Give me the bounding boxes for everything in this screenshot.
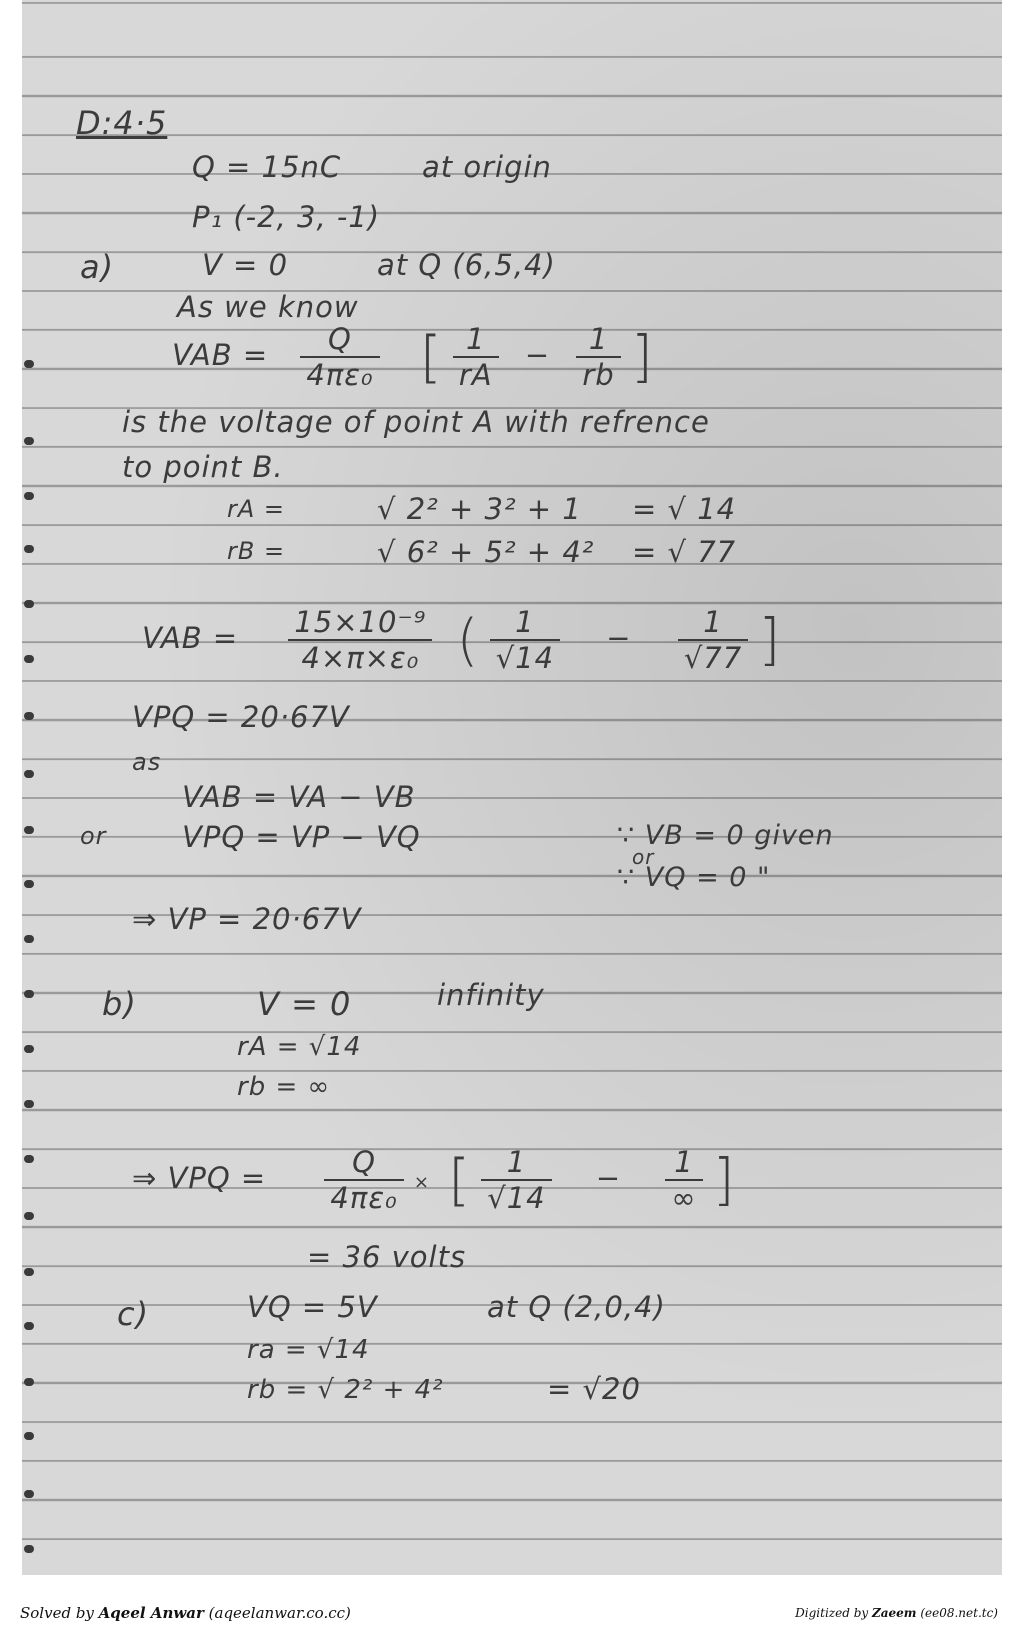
vp-result: ⇒ VP = 20·67V — [132, 902, 362, 936]
vab-lhs: VAB = — [172, 338, 269, 372]
calc-frac-2 — [678, 605, 748, 675]
given-charge-location: at origin — [422, 150, 552, 184]
given-vq-zero: ∵ VQ = 0 " — [617, 862, 771, 893]
calc-frac-2-numerator: 1 — [678, 605, 748, 641]
frac-2-numerator: 1 — [576, 322, 620, 358]
part-b-times: × — [413, 1172, 430, 1193]
part-b-ra: rA = √14 — [237, 1032, 362, 1062]
vab-definition: VAB = VA − VB — [182, 780, 416, 814]
binding-hole — [24, 1545, 34, 1553]
vab-calculation: VAB = $\frac{\text{15×10⁻⁹}}{\text{4×π×ε₀}}$ ( $\frac{1}{√14}$ − $\frac{1}{√77}$ ] — [142, 605, 782, 675]
binding-hole — [24, 1155, 34, 1163]
explanation-line-2: to point B. — [122, 450, 284, 484]
frac-1-over-rb — [576, 322, 620, 392]
binding-hole — [24, 826, 34, 834]
notebook-page — [22, 0, 1002, 1575]
part-b-rb: rb = ∞ — [237, 1072, 331, 1102]
binding-hole — [24, 655, 34, 663]
digitizer-name: Zaeem — [872, 1606, 917, 1620]
vpq-definition: VPQ = VP − VQ — [182, 820, 421, 854]
calc-frac-1 — [490, 605, 560, 675]
as-word: as — [132, 748, 162, 776]
solver-site: (aqeelanwar.co.cc) — [203, 1604, 351, 1622]
given-charge: Q = 15nC — [192, 150, 342, 184]
part-b-numerator: Q — [324, 1145, 403, 1181]
vab-fraction — [300, 322, 379, 392]
rb-label: rB = — [227, 537, 286, 565]
binding-hole — [24, 600, 34, 608]
part-b-condition-location: infinity — [437, 978, 545, 1012]
binding-hole — [24, 1268, 34, 1276]
part-b-condition: V = 0 — [257, 985, 352, 1023]
binding-hole — [24, 1490, 34, 1498]
binding-hole — [24, 990, 34, 998]
given-or: or — [632, 845, 655, 869]
part-b-vpq-formula: ⇒ VPQ = $\frac{Q}{\text{4πε₀}}$ × [ $\frac{1}{√14}$ − $\frac{1}{\infty}$ ] — [132, 1145, 736, 1215]
part-b-denominator: 4πε₀ — [330, 1181, 398, 1215]
binding-hole — [24, 360, 34, 368]
part-b-vpq-lhs: ⇒ VPQ = — [132, 1161, 267, 1195]
binding-hole — [24, 712, 34, 720]
calc-fraction — [288, 605, 432, 675]
part-a-condition-location: at Q (6,5,4) — [377, 248, 556, 282]
rb-expression: √ 6² + 5² + 4² — [377, 535, 595, 569]
binding-hole — [24, 770, 34, 778]
solver-name: Aqeel Anwar — [98, 1604, 204, 1622]
part-b-frac-1-denominator: √14 — [487, 1181, 546, 1215]
part-a-condition: V = 0 — [202, 248, 289, 282]
binding-hole — [24, 545, 34, 553]
rb-value: = √ 77 — [632, 535, 737, 569]
part-a-label: a) — [80, 248, 115, 286]
solved-prefix: Solved by — [20, 1604, 99, 1622]
part-c-condition: VQ = 5V — [247, 1290, 378, 1324]
footer-solved-by — [20, 1604, 351, 1622]
binding-hole — [24, 1378, 34, 1386]
part-c-rb: rb = √ 2² + 4² — [247, 1375, 444, 1405]
vab-numerator: Q — [300, 322, 379, 358]
part-b-label: b) — [102, 985, 137, 1023]
frac-1-over-ra — [453, 322, 499, 392]
vab-formula: VAB = $\frac{Q}{\text{4πε₀}}$ [ $\frac{1}{rA}$ − $\frac{1}{rb}$ ] — [172, 322, 654, 392]
part-c-label: c) — [117, 1295, 150, 1333]
part-b-frac-2 — [665, 1145, 702, 1215]
frac-1-numerator: 1 — [453, 322, 499, 358]
or-word: or — [80, 822, 107, 850]
ra-expression: √ 2² + 3² + 1 — [377, 492, 582, 526]
calc-numerator: 15×10⁻⁹ — [288, 605, 432, 641]
binding-hole — [24, 1432, 34, 1440]
binding-hole — [24, 1212, 34, 1220]
vab-denominator: 4πε₀ — [306, 358, 374, 392]
ra-label: rA = — [227, 495, 286, 523]
calc-frac-1-denominator: √14 — [495, 641, 555, 675]
binding-hole — [24, 492, 34, 500]
digitized-prefix: Digitized by — [795, 1606, 872, 1620]
binding-hole — [24, 935, 34, 943]
given-vb-zero: ∵ VB = 0 given — [617, 820, 834, 851]
problem-id: D:4·5 — [76, 104, 168, 142]
frac-2-denominator: rb — [582, 358, 615, 392]
part-b-frac-1 — [481, 1145, 551, 1215]
part-c-condition-location: at Q (2,0,4) — [487, 1290, 666, 1324]
binding-hole — [24, 880, 34, 888]
part-b-fraction — [324, 1145, 403, 1215]
part-b-result: = 36 volts — [307, 1240, 467, 1274]
as-we-know: As we know — [177, 290, 359, 324]
ra-value: = √ 14 — [632, 492, 737, 526]
given-point-p1: P₁ (-2, 3, -1) — [192, 200, 381, 234]
binding-hole — [24, 437, 34, 445]
explanation-line-1: is the voltage of point A with refrence — [122, 405, 710, 439]
binding-hole — [24, 1322, 34, 1330]
vpq-result: VPQ = 20·67V — [132, 700, 350, 734]
part-c-ra: ra = √14 — [247, 1335, 370, 1365]
digitizer-site: (ee08.net.tc) — [916, 1606, 998, 1620]
calc-frac-2-denominator: √77 — [683, 641, 743, 675]
calc-lhs: VAB = — [142, 621, 239, 655]
footer-digitized-by — [795, 1606, 998, 1620]
binding-hole — [24, 1045, 34, 1053]
calc-denominator: 4×π×ε₀ — [301, 641, 420, 675]
part-b-frac-2-denominator: ∞ — [671, 1181, 697, 1215]
calc-frac-1-numerator: 1 — [490, 605, 560, 641]
frac-1-denominator: rA — [458, 358, 493, 392]
part-b-frac-1-numerator: 1 — [481, 1145, 551, 1181]
part-b-frac-2-numerator: 1 — [665, 1145, 702, 1181]
part-c-rb-value: = √20 — [547, 1372, 641, 1406]
binding-hole — [24, 1100, 34, 1108]
